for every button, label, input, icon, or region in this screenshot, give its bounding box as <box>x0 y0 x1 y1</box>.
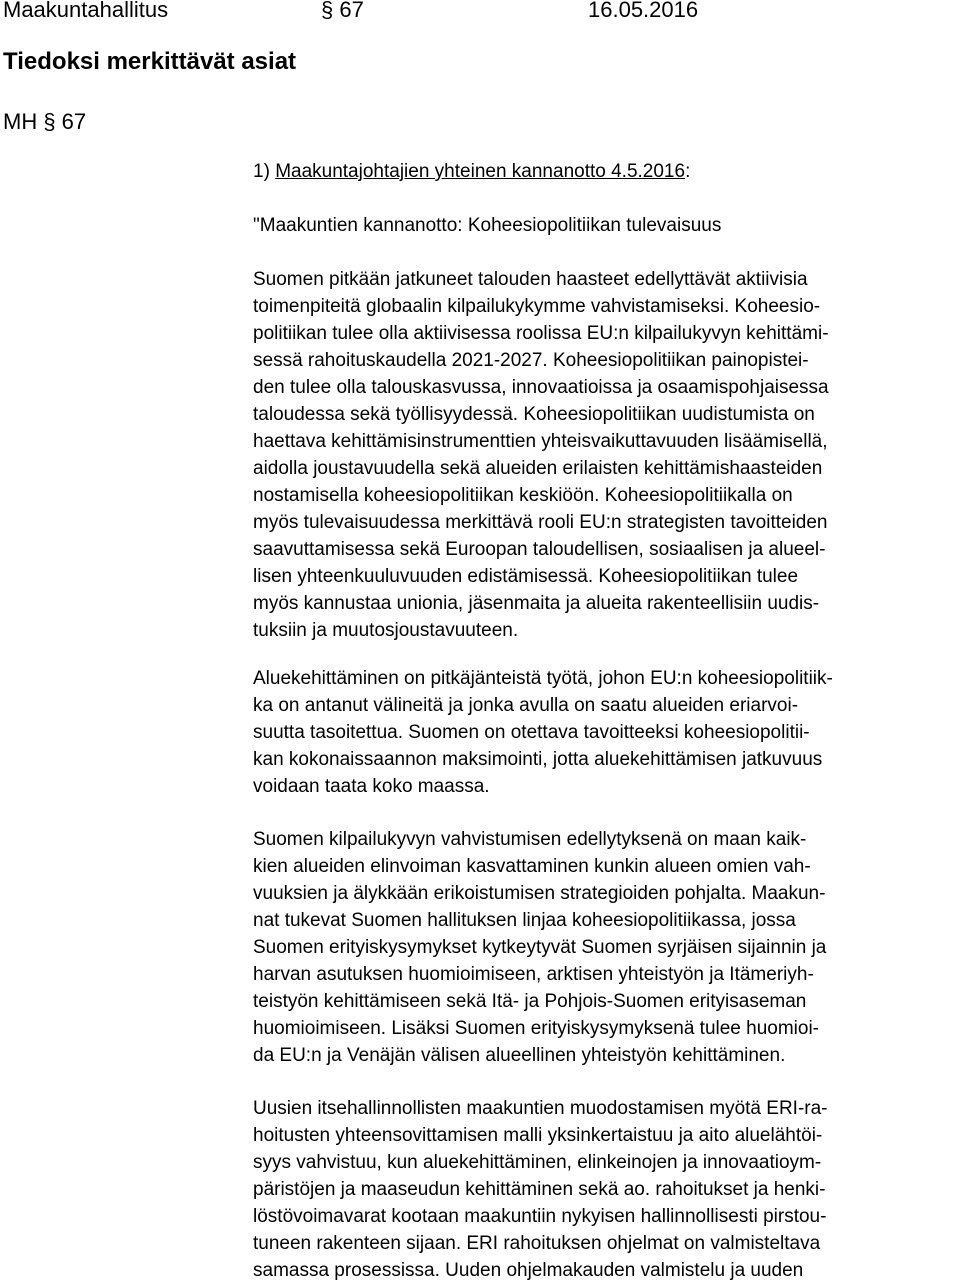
text-line: nostamisella koheesiopolitiikan keskiöön. Koheesiopolitiikalla on <box>253 485 793 506</box>
text-line: aidolla joustavuudella sekä alueiden erilaisten kehittämishaasteiden <box>253 458 823 479</box>
item-suffix: : <box>685 161 691 182</box>
text-line: Suomen pitkään jatkuneet talouden haasteet edellyttävät aktiivisia <box>253 269 808 290</box>
meeting-date: 16.05.2016 <box>588 0 699 22</box>
text-line: myös tulevaisuudessa merkittävä rooli EU:n strategisten tavoitteiden <box>253 512 828 533</box>
text-line: samassa prosessissa. Uuden ohjelmakauden valmistelu ja uuden <box>253 1260 804 1281</box>
text-line: taloudessa sekä työllisyydessä. Koheesiopolitiikan uudistumista on <box>253 404 815 425</box>
paragraph-3 <box>253 826 953 1069</box>
text-line: Aluekehittäminen on pitkäjänteistä työtä, johon EU:n koheesiopolitiik- <box>253 668 833 689</box>
item-prefix: 1) <box>253 161 276 182</box>
section-number: § 67 <box>321 0 364 22</box>
text-line: haettava kehittämisinstrumenttien yhteisvaikuttavuuden lisäämisellä, <box>253 431 828 452</box>
paragraph-1 <box>253 266 953 644</box>
text-line: sessä rahoituskaudella 2021-2027. Koheesiopolitiikan painopistei- <box>253 350 809 371</box>
text-line: nat tukevat Suomen hallituksen linjaa koheesiopolitiikassa, jossa <box>253 910 796 931</box>
text-line: teistyön kehittämiseen sekä Itä- ja Pohjois-Suomen erityisaseman <box>253 991 807 1012</box>
text-line: hoitusten yhteensovittamisen malli yksinkertaistuu ja aito aluelähtöi- <box>253 1125 823 1146</box>
item-link[interactable]: Maakuntajohtajien yhteinen kannanotto 4.5.2016 <box>275 161 686 182</box>
text-line: toimenpiteitä globaalin kilpailukykymme vahvistamiseksi. Koheesio- <box>253 296 821 317</box>
text-line: löstövoimavarat kootaan maakuntiin nykyisen hallinnollisesti pirstou- <box>253 1206 827 1227</box>
text-line: Suomen erityiskysymykset kytkeytyvät Suomen syrjäisen sijainnin ja <box>253 937 827 958</box>
page-title: Tiedoksi merkittävät asiat <box>3 48 297 75</box>
text-line: lisen yhteenkuuluvuuden edistämisessä. Koheesiopolitiikan tulee <box>253 566 799 587</box>
agenda-item <box>253 158 953 185</box>
text-line: ka on antanut välineitä ja jonka avulla on saatu alueiden eriarvoi- <box>253 695 799 716</box>
paragraph-4 <box>253 1095 953 1284</box>
text-line: Suomen kilpailukyvyn vahvistumisen edellytyksenä on maan kaik- <box>253 829 807 850</box>
text-line: Uusien itsehallinnollisten maakuntien muodostamisen myötä ERI-ra- <box>253 1098 828 1119</box>
text-line: saavuttamisessa sekä Euroopan taloudellisen, sosiaalisen ja alueel- <box>253 539 826 560</box>
statement-title: "Maakuntien kannanotto: Koheesiopolitiikan tulevaisuus <box>253 215 722 236</box>
text-line: kan kokonaissaannon maksimointi, jotta aluekehittämisen jatkuvuus <box>253 749 823 770</box>
text-line: kien alueiden elinvoiman kasvattaminen kunkin alueen omien vah- <box>253 856 811 877</box>
document-header <box>0 0 960 26</box>
text-line: myös kannustaa unionia, jäsenmaita ja alueita rakenteellisiin uudis- <box>253 593 820 614</box>
text-line: harvan asutuksen huomioimiseen, arktisen yhteistyön ja Itämeriyh- <box>253 964 814 985</box>
text-line: den tulee olla talouskasvussa, innovaatioissa ja osaamispohjaisessa <box>253 377 829 398</box>
text-line: syys vahvistuu, kun aluekehittäminen, elinkeinojen ja innovaatioym- <box>253 1152 822 1173</box>
paragraph-2 <box>253 665 953 800</box>
organization-name: Maakuntahallitus <box>3 0 169 22</box>
text-line: huomioimiseen. Lisäksi Suomen erityiskysymyksenä tulee huomioi- <box>253 1018 820 1039</box>
text-line: politiikan tulee olla aktiivisessa roolissa EU:n kilpailukyvyn kehittämi- <box>253 323 829 344</box>
text-line: päristöjen ja maaseudun kehittäminen sekä ao. rahoitukset ja henki- <box>253 1179 826 1200</box>
text-line: vuuksien ja älykkään erikoistumisen strategioiden pohjalta. Maakun- <box>253 883 826 904</box>
text-line: voidaan taata koko maassa. <box>253 776 490 797</box>
text-line: tuksiin ja muutosjoustavuuteen. <box>253 620 519 641</box>
text-line: suutta tasoitettua. Suomen on otettava tavoitteeksi koheesiopolitii- <box>253 722 810 743</box>
text-line: tuneen rakenteen sijaan. ERI rahoituksen ohjelmat on valmisteltava <box>253 1233 821 1254</box>
text-line: da EU:n ja Venäjän välisen alueellinen yhteistyön kehittäminen. <box>253 1045 786 1066</box>
section-reference: MH § 67 <box>3 109 87 134</box>
